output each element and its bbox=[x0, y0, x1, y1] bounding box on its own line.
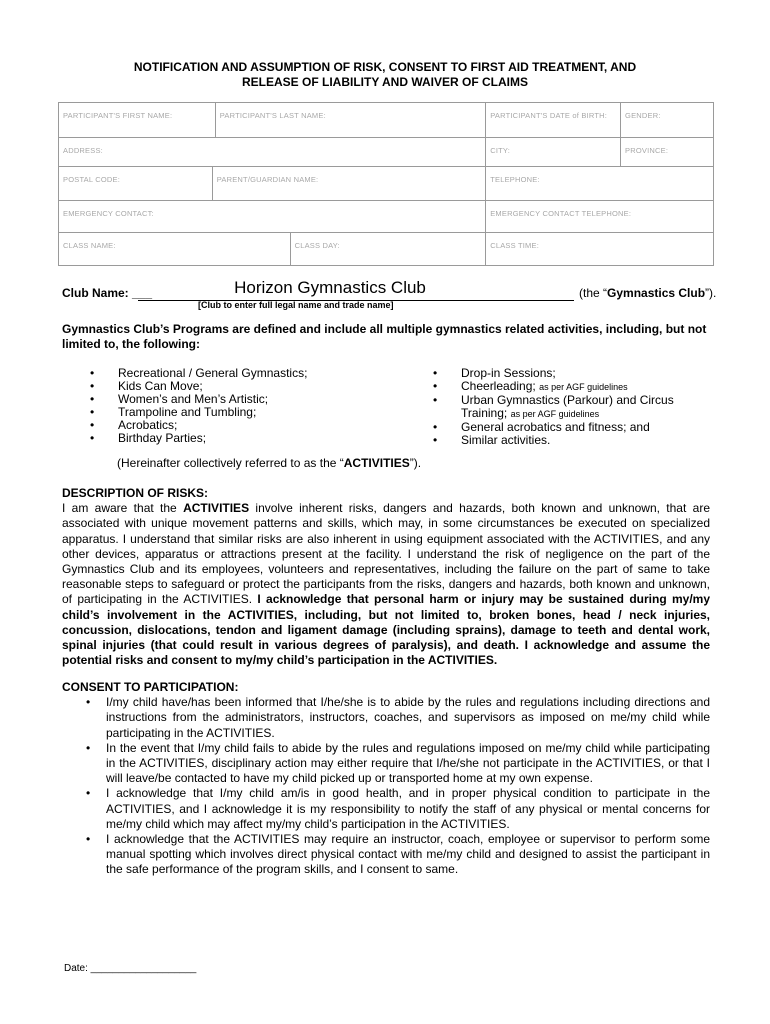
consent-section bbox=[62, 680, 710, 878]
class-day-label: CLASS DAY: bbox=[294, 241, 340, 250]
city-label: CITY: bbox=[490, 146, 510, 155]
programs-list-right bbox=[433, 367, 723, 447]
list-item: • Cheerleading; as per AGF guidelines bbox=[433, 380, 723, 394]
programs-intro: Gymnastics Club’s Programs are defined and include all multiple gymnastics related activities, including, but not limited to, the following: bbox=[62, 322, 707, 351]
postal-code-label: POSTAL CODE: bbox=[63, 175, 120, 184]
emergency-contact-field[interactable] bbox=[59, 201, 486, 233]
list-item: • Birthday Parties; bbox=[90, 432, 390, 445]
list-item: • Kids Can Move; bbox=[90, 380, 390, 393]
dob-field[interactable] bbox=[486, 103, 621, 138]
emergency-contact-label: EMERGENCY CONTACT: bbox=[63, 209, 154, 218]
club-name-value: Horizon Gymnastics Club bbox=[234, 278, 426, 297]
dob-label: PARTICIPANT'S DATE of BIRTH: bbox=[490, 111, 608, 120]
address-field[interactable] bbox=[59, 138, 486, 167]
activities-definition: (Hereinafter collectively referred to as the “ACTIVITIES”). bbox=[117, 456, 422, 470]
first-name-field[interactable] bbox=[59, 103, 216, 138]
list-item: • Trampoline and Tumbling; bbox=[90, 406, 390, 419]
participant-info-form bbox=[58, 102, 714, 266]
risks-heading: DESCRIPTION OF RISKS: bbox=[62, 486, 209, 500]
list-item: • In the event that I/my child fails to abide by the rules and regulations imposed on me/my child while participating in the ACTIVITIES, disciplinary action may either require that I/he/she not participate in the ACTIVITIES, or that I will leave/be contacted to have my child picked up or transported home at my own expense. bbox=[62, 741, 710, 787]
province-field[interactable] bbox=[621, 138, 714, 167]
risks-paragraph: I am aware that the ACTIVITIES involve inherent risks, dangers and hazards, both known and unknown, that are associated with unique movement patterns and skills, which may, in some circumstances be executed on specialized apparatus. I understand that similar risks are also inherent in using equipment associated with the ACTIVITIES, and any other devices, apparatus or attractions present at the facility. I understand the risk of negligence on the part of the Gymnastics Club and its employees, volunteers and representatives, including the failure on the part of same to take reasonable steps to safeguard or protect the participants from the risks, dangers and hazards, both known and unknown, of participating in the ACTIVITIES. I acknowledge that personal harm or injury may be sustained during my/my child’s involvement in the ACTIVITIES, including, but not limited to, broken bones, head / neck injuries, concussion, dislocations, tendon and ligament damage (including sprains), damage to teeth and dental work, spinal injuries (that could result in various degrees of paralysis), and death. I acknowledge and assume the potential risks and consent to my/my child’s participation in the ACTIVITIES. bbox=[62, 501, 710, 668]
last-name-label: PARTICIPANT'S LAST NAME: bbox=[219, 111, 326, 120]
postal-code-field[interactable] bbox=[59, 167, 213, 201]
programs-list-left bbox=[90, 367, 390, 445]
telephone-label: TELEPHONE: bbox=[490, 175, 540, 184]
title-line-2: RELEASE OF LIABILITY AND WAIVER OF CLAIMS bbox=[241, 75, 528, 89]
class-name-label: CLASS NAME: bbox=[63, 241, 116, 250]
list-item: • Recreational / General Gymnastics; bbox=[90, 367, 390, 380]
first-name-label: PARTICIPANT'S FIRST NAME: bbox=[63, 111, 173, 120]
consent-heading: CONSENT TO PARTICIPATION: bbox=[62, 680, 239, 694]
class-time-label: CLASS TIME: bbox=[490, 241, 539, 250]
risks-section bbox=[62, 486, 710, 668]
list-item: • Similar activities. bbox=[433, 434, 723, 447]
last-name-field[interactable] bbox=[215, 103, 485, 138]
list-item: • Drop-in Sessions; bbox=[433, 367, 723, 380]
list-item: • General acrobatics and fitness; and bbox=[433, 421, 723, 434]
list-item: • Women’s and Men’s Artistic; bbox=[90, 393, 390, 406]
list-item: • I/my child have/has been informed that I/he/she is to abide by the rules and regulations including directions and instructions from the administrators, instructors, coaches, and supervisors as imposed on me/my child while participating in the ACTIVITIES. bbox=[62, 695, 710, 741]
title-line-1: NOTIFICATION AND ASSUMPTION OF RISK, CONSENT TO FIRST AID TREATMENT, AND bbox=[133, 60, 637, 74]
address-label: ADDRESS: bbox=[63, 146, 103, 155]
list-item: • Acrobatics; bbox=[90, 419, 390, 432]
province-label: PROVINCE: bbox=[625, 146, 669, 155]
list-item: • Urban Gymnastics (Parkour) and Circus Training; as per AGF guidelines bbox=[433, 394, 723, 421]
club-name-label: Club Name: ___ bbox=[62, 286, 153, 300]
class-time-field[interactable] bbox=[486, 233, 714, 266]
gender-field[interactable] bbox=[621, 103, 714, 138]
club-name-suffix: (the “Gymnastics Club”). bbox=[579, 286, 717, 300]
class-day-field[interactable] bbox=[290, 233, 486, 266]
list-item: • I acknowledge that the ACTIVITIES may require an instructor, coach, employee or supervisor to perform some manual spotting which involves direct physical contact with me/my child and designed to assist the participant in the safe performance of the program skills, and I consent to same. bbox=[62, 832, 710, 878]
guardian-name-field[interactable] bbox=[212, 167, 485, 201]
date-field[interactable]: Date: ___________________ bbox=[64, 963, 197, 974]
document-title bbox=[62, 60, 708, 90]
club-name-instruction: [Club to enter full legal name and trade name] bbox=[198, 300, 394, 310]
list-item: • I acknowledge that I/my child am/is in good health, and in proper physical condition to participate in the ACTIVITIES, and I acknowledge it is my responsibility to notify the staff of any physical or mental concerns for me/my child which may affect my/my child’s participation in the ACTIVITIES. bbox=[62, 786, 710, 832]
class-name-field[interactable] bbox=[59, 233, 291, 266]
emergency-telephone-field[interactable] bbox=[486, 201, 714, 233]
telephone-field[interactable] bbox=[486, 167, 714, 201]
city-field[interactable] bbox=[486, 138, 621, 167]
guardian-name-label: PARENT/GUARDIAN NAME: bbox=[216, 175, 319, 184]
emergency-telephone-label: EMERGENCY CONTACT TELEPHONE: bbox=[490, 209, 632, 218]
gymnastics-club-term: Gymnastics Club bbox=[607, 286, 706, 300]
gender-label: GENDER: bbox=[625, 111, 661, 120]
club-name-field[interactable] bbox=[138, 278, 574, 301]
